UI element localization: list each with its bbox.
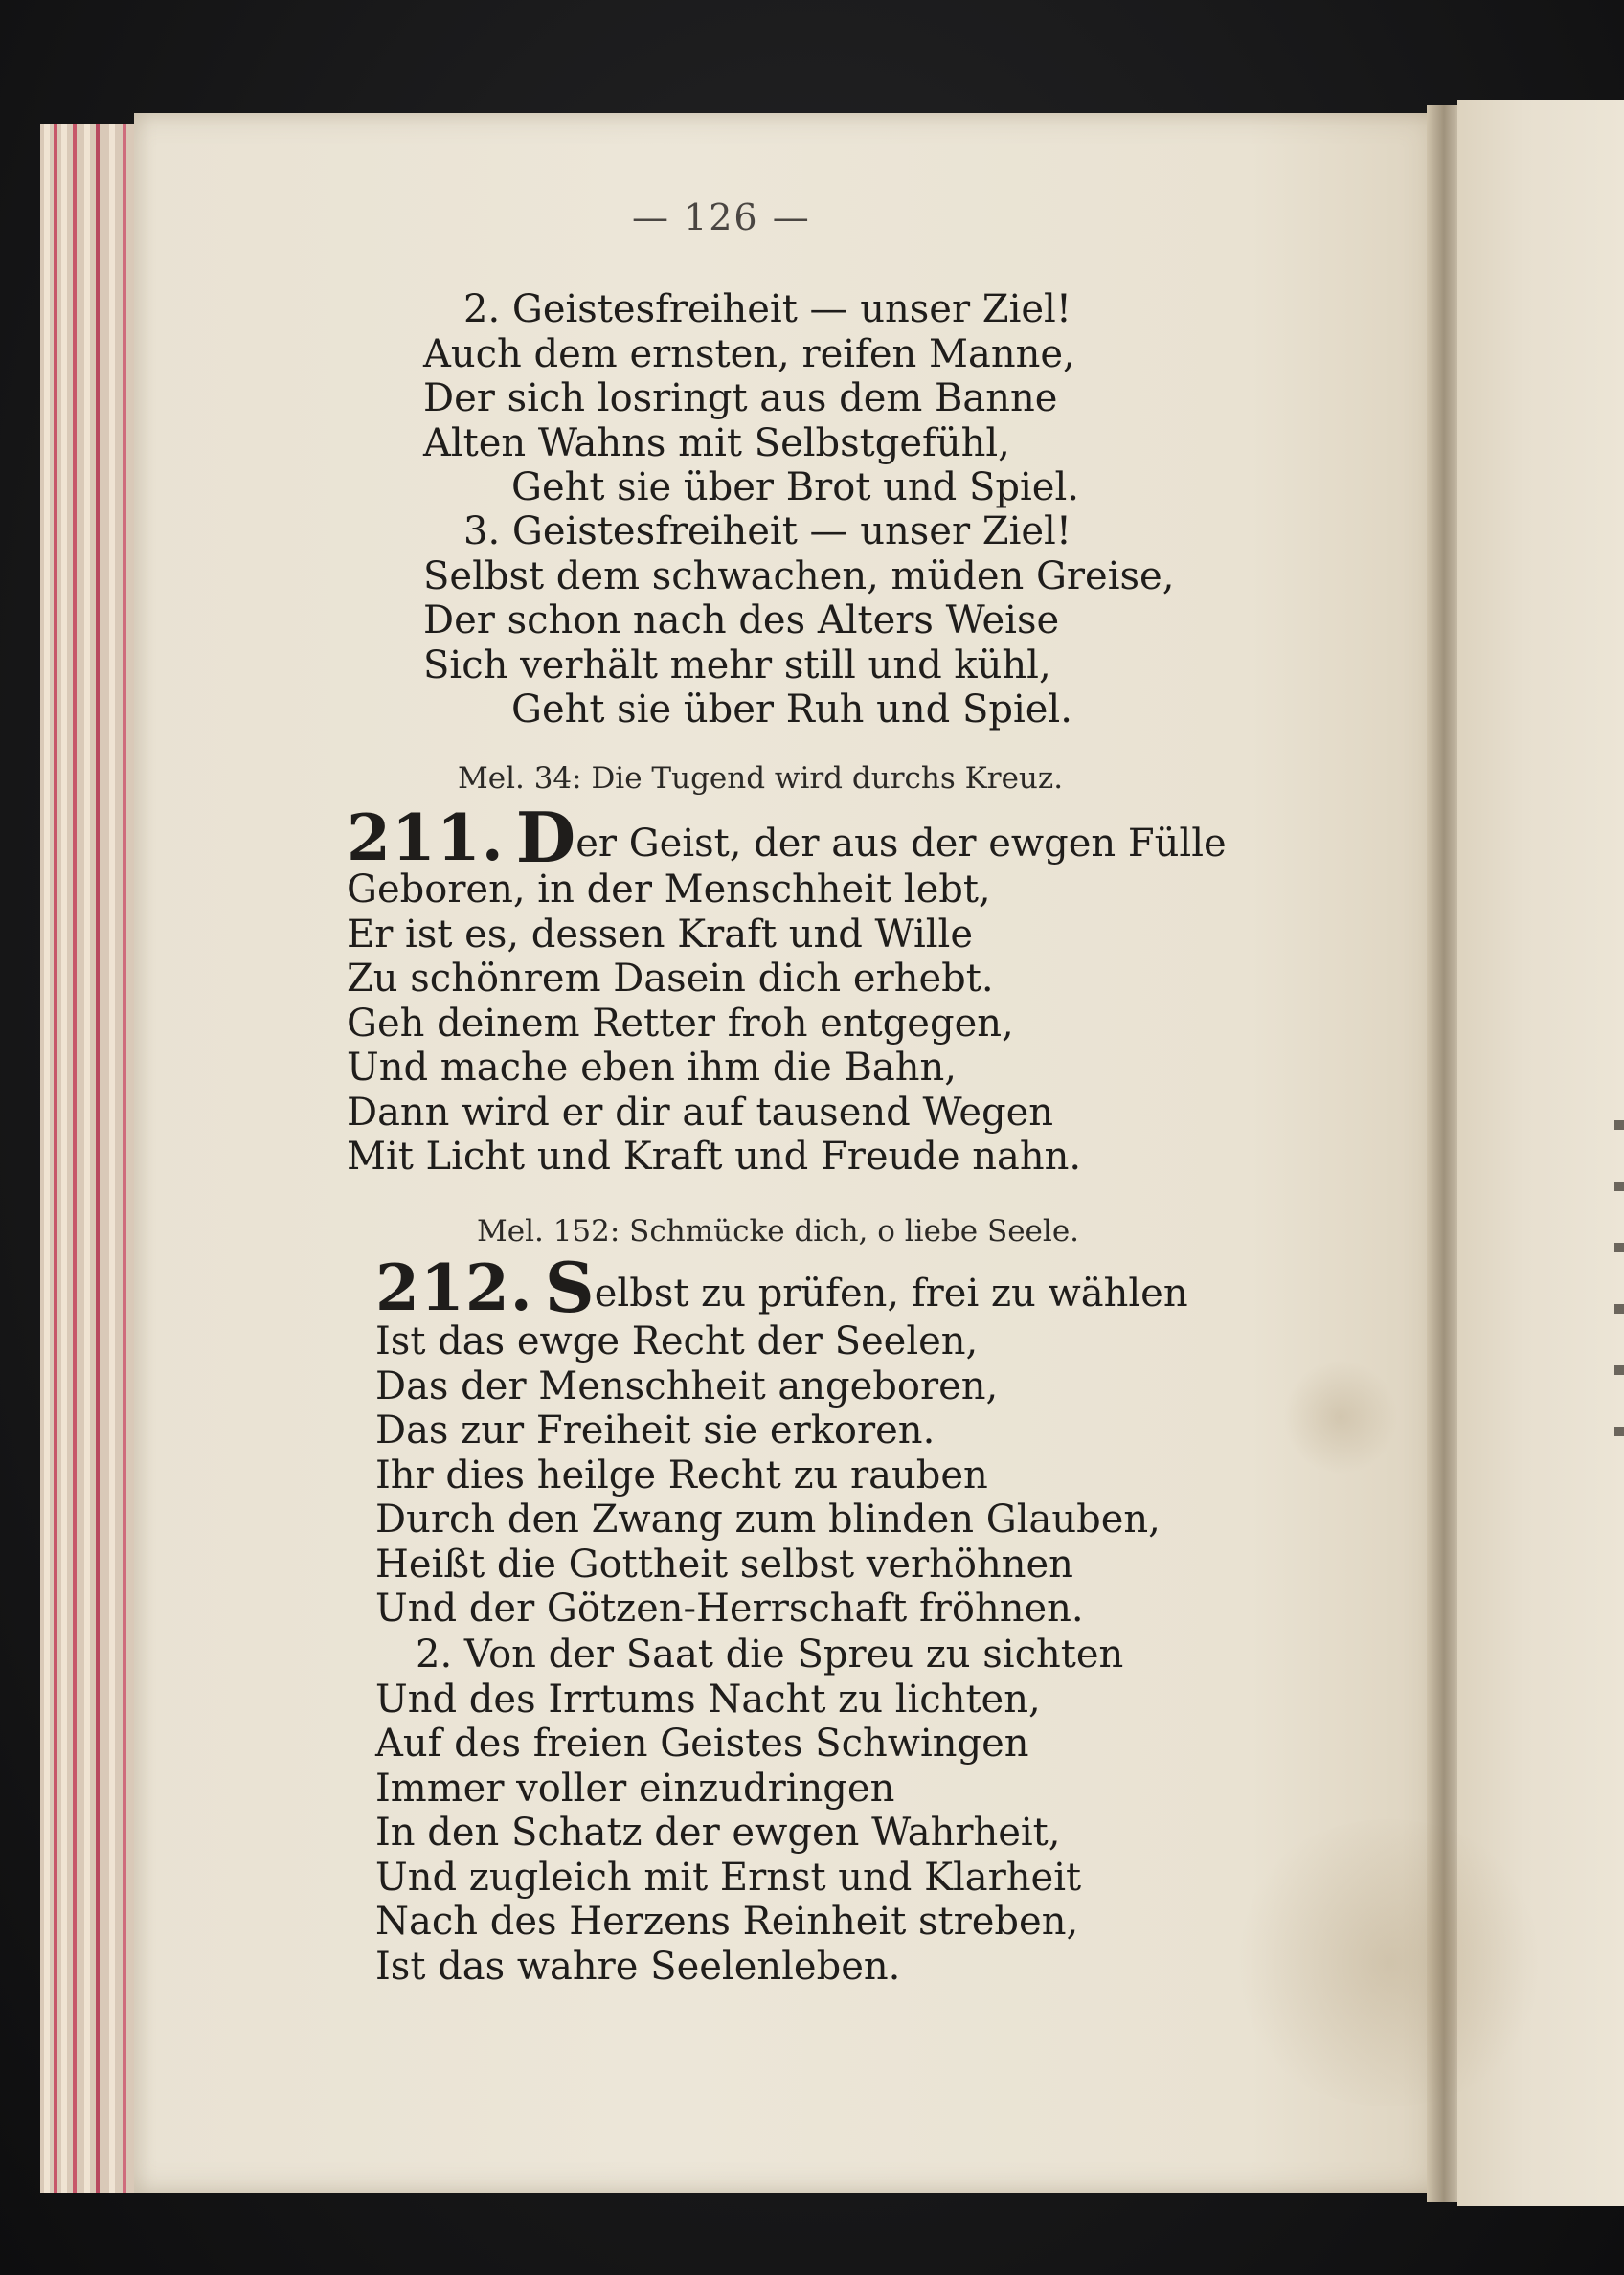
verse-line: Ihr dies heilge Recht zu rauben xyxy=(375,1453,988,1498)
verse-line: Und des Irrtums Nacht zu lichten, xyxy=(375,1677,1041,1722)
verse-line: Zu schönrem Dasein dich erhebt. xyxy=(347,957,994,1001)
verse-line: 2. Von der Saat die Spreu zu sichten xyxy=(416,1633,1124,1677)
hymn-211-heading xyxy=(347,797,1227,878)
verse-line: Geh deinem Retter froh entgegen, xyxy=(347,1001,1014,1046)
hymn-212-heading xyxy=(375,1247,1188,1328)
page-edges xyxy=(40,124,146,2193)
hymn-212-melody: Mel. 152: Schmücke dich, o liebe Seele. xyxy=(477,1214,1080,1249)
verse-line: Das zur Freiheit sie erkoren. xyxy=(375,1408,936,1453)
verse-line: Geht sie über Brot und Spiel. xyxy=(511,465,1079,509)
facing-page-text-fragment xyxy=(1614,1092,1624,1455)
verse-line: Und mache eben ihm die Bahn, xyxy=(347,1046,958,1090)
hymn-211-body xyxy=(347,867,1081,1180)
verse-line: Nach des Herzens Reinheit streben, xyxy=(375,1900,1079,1944)
verse-line: Sich verhält mehr still und kühl, xyxy=(423,642,1051,687)
page-stain xyxy=(1226,1819,1551,2106)
verse-line: Immer voller einzudringen xyxy=(375,1766,895,1811)
page-spot xyxy=(1283,1360,1398,1475)
verse-line: Der sich losringt aus dem Banne xyxy=(423,376,1058,420)
verse-line: Ist das wahre Seelenleben. xyxy=(375,1944,901,1989)
verse-line: Ist das ewge Recht der Seelen, xyxy=(375,1319,979,1363)
hymn-number: 211. xyxy=(347,800,505,875)
hymn-210-stanza-3 xyxy=(423,509,1174,732)
verse-line: In den Schatz der ewgen Wahrheit, xyxy=(375,1811,1061,1855)
verse-line: Geboren, in der Menschheit lebt, xyxy=(347,867,991,912)
verse-line: Heißt die Gottheit selbst verhöhnen xyxy=(375,1542,1073,1587)
drop-cap: S xyxy=(544,1247,595,1328)
verse-line: Mit Licht und Kraft und Freude nahn. xyxy=(347,1135,1082,1179)
hymn-number: 212. xyxy=(375,1250,533,1325)
verse-line: Selbst dem schwachen, müden Greise, xyxy=(423,553,1175,598)
hymn-210-stanza-2 xyxy=(423,287,1079,510)
verse-line: 2. Geistesfreiheit — unser Ziel! xyxy=(463,287,1071,331)
verse-line: Auf des freien Geistes Schwingen xyxy=(375,1722,1029,1766)
hymn-212-stanza-1 xyxy=(375,1319,1161,1632)
verse-line: elbst zu prüfen, frei zu wählen xyxy=(594,1272,1188,1316)
drop-cap: D xyxy=(515,797,576,878)
page-number: — 126 — xyxy=(632,196,811,238)
verse-line: Dann wird er dir auf tausend Wegen xyxy=(347,1090,1054,1135)
hymn-211-melody: Mel. 34: Die Tugend wird durchs Kreuz. xyxy=(458,761,1064,796)
verse-line: Und zugleich mit Ernst und Klarheit xyxy=(375,1855,1082,1900)
verse-line: 3. Geistesfreiheit — unser Ziel! xyxy=(463,509,1071,553)
verse-line: Durch den Zwang zum blinden Glauben, xyxy=(375,1498,1161,1542)
hymn-212-stanza-2 xyxy=(375,1633,1123,1989)
verse-line: Er ist es, dessen Kraft und Wille xyxy=(347,912,974,957)
verse-line: er Geist, der aus der ewgen Fülle xyxy=(575,822,1227,866)
verse-line: Das der Menschheit angeboren, xyxy=(375,1363,999,1408)
verse-line: Geht sie über Ruh und Spiel. xyxy=(511,687,1072,732)
verse-line: Der schon nach des Alters Weise xyxy=(423,598,1060,642)
verse-line: Und der Götzen-Herrschaft fröhnen. xyxy=(375,1587,1084,1631)
verse-line: Auch dem ernsten, reifen Manne, xyxy=(423,331,1075,376)
verse-line: Alten Wahns mit Selbstgefühl, xyxy=(423,420,1010,465)
